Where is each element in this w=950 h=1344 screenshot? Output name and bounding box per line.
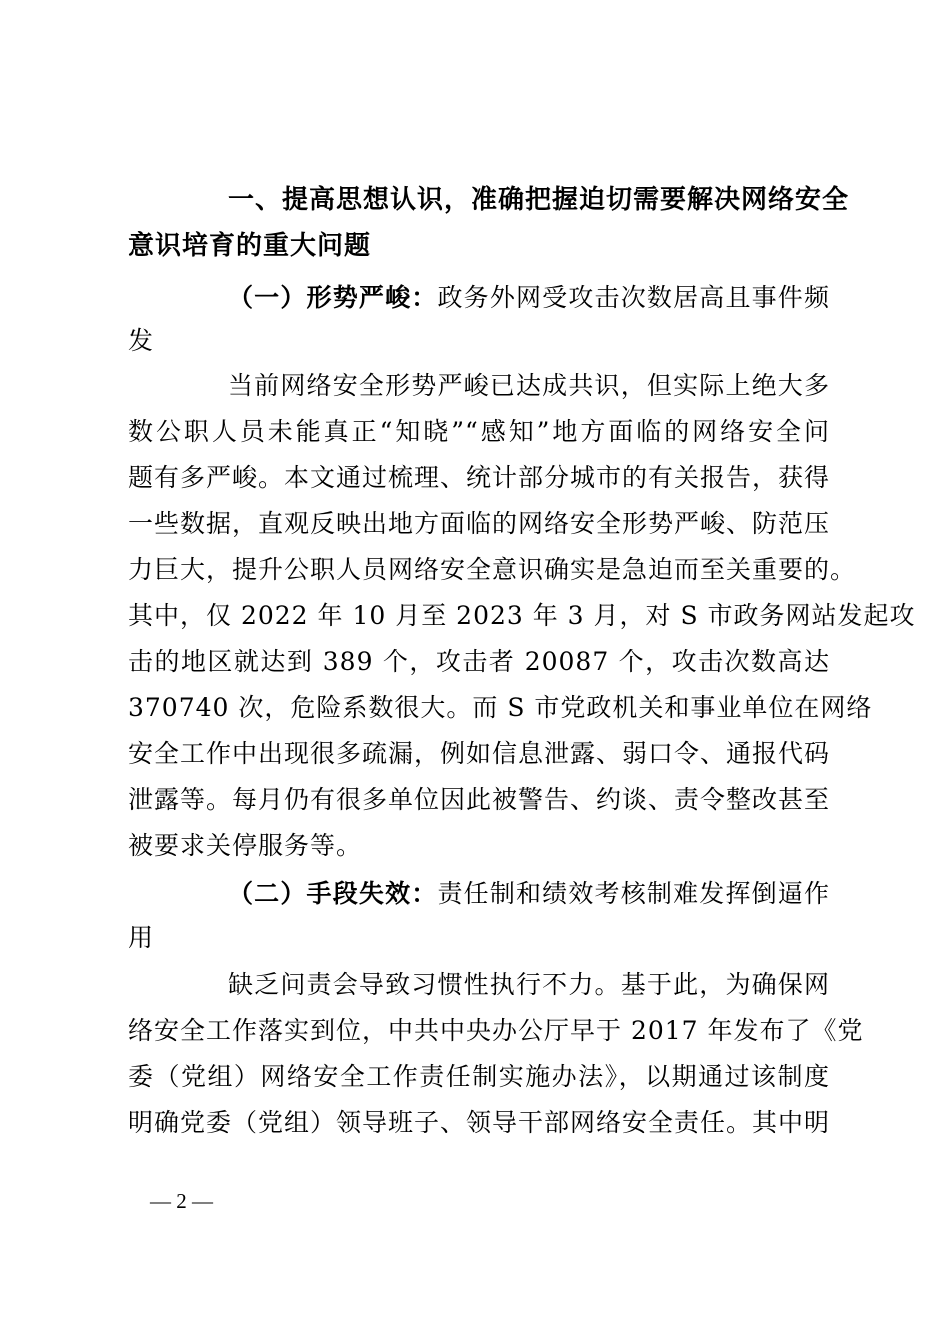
section-1-paragraph-line: 被要求关停服务等。 [128,831,363,860]
section-1-label: （一）形势严峻： [228,283,438,312]
section-1-paragraph-line: 题有多严峻。本文通过梳理、统计部分城市的有关报告，获得 [128,463,831,492]
section-2-title-cont: 用 [128,923,155,952]
section-1-paragraph-line: 力巨大，提升公职人员网络安全意识确实是急迫而至关重要的。 [128,555,857,584]
page-number: — 2 — [150,1189,213,1213]
section-2-paragraph-line: 委（党组）网络安全工作责任制实施办法》，以期通过该制度 [128,1062,830,1091]
section-2-label: （二）手段失效： [228,879,438,908]
section-2-paragraph-line: 缺乏问责会导致习惯性执行不力。基于此，为确保网 [228,970,830,999]
heading-line-2: 意识培育的重大问题 [128,231,372,261]
section-2-paragraph-line: 络安全工作落实到位，中共中央办公厅早于 2017 年发布了《党 [128,1016,864,1045]
section-2-paragraph-line: 明确党委（党组）领导班子、领导干部网络安全责任。其中明 [128,1108,831,1137]
section-1-paragraph-line: 击的地区就达到 389 个，攻击者 20087 个，攻击次数高达 [128,647,830,676]
section-1-paragraph-line: 370740 次，危险系数很大。而 S 市党政机关和事业单位在网络 [128,693,873,722]
section-1-paragraph-line: 数公职人员未能真正“知晓”“感知”地方面临的网络安全问 [128,417,830,446]
section-1-paragraph-line: 一些数据，直观反映出地方面临的网络安全形势严峻、防范压 [128,509,831,538]
section-2-title-text: 责任制和绩效考核制难发挥倒逼作 [437,879,830,908]
section-1-paragraph-line: 其中，仅 2022 年 10 月至 2023 年 3 月，对 S 市政务网站发起攻 [128,601,916,630]
section-1-title-cont: 发 [128,326,155,355]
section-1-paragraph-line: 泄露等。每月仍有很多单位因此被警告、约谈、责令整改甚至 [128,785,831,814]
section-1-paragraph-line: 安全工作中出现很多疏漏，例如信息泄露、弱口令、通报代码 [128,739,831,768]
section-1-title-text: 政务外网受攻击次数居高且事件频 [437,283,830,312]
heading-line-1: 一、提高思想认识，准确把握迫切需要解决网络安全 [228,185,850,215]
section-1-title [228,275,830,321]
section-2-title [228,871,830,917]
section-1-paragraph-line: 当前网络安全形势严峻已达成共识，但实际上绝大多 [228,371,830,400]
